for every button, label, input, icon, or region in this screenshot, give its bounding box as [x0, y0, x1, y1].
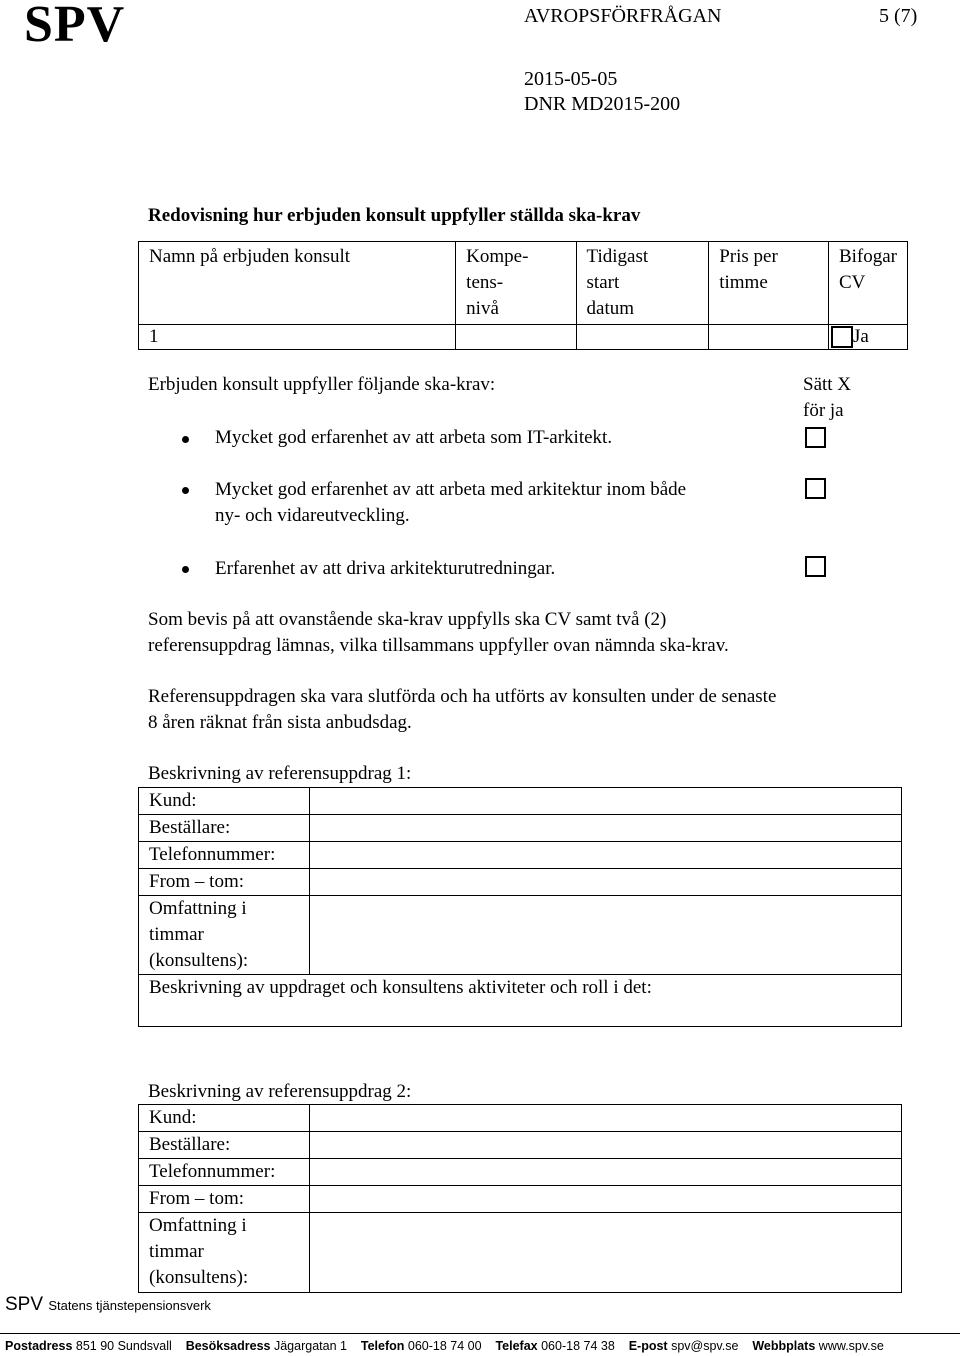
- footer-telefax: 060-18 74 38: [541, 1339, 615, 1353]
- section-title: Redovisning hur erbjuden konsult uppfyller ställda ska-krav: [148, 205, 641, 226]
- footer-webb-label: Webbplats: [752, 1339, 816, 1353]
- label-kund: Kund:: [139, 788, 310, 815]
- input-omfattning[interactable]: [310, 1213, 902, 1293]
- requirement-2-line2: ny- och vidareutveckling.: [215, 505, 410, 526]
- bullet-icon: [182, 436, 189, 443]
- paragraph-2-line1: Referensuppdragen ska vara slutförda och ha utförts av konsulten under de senaste: [148, 686, 777, 707]
- input-from-tom[interactable]: [310, 1186, 902, 1213]
- reference-1-heading: Beskrivning av referensuppdrag 1:: [148, 763, 412, 784]
- requirement-1-checkbox[interactable]: [805, 427, 826, 448]
- footer-postadress-label: Postadress: [5, 1339, 73, 1353]
- footer-epost-link[interactable]: spv@spv.se: [671, 1339, 739, 1353]
- document-date: 2015-05-05: [524, 68, 618, 90]
- row-number: 1: [139, 325, 456, 350]
- footer-org: [5, 1294, 211, 1316]
- page-number: 5 (7): [879, 5, 918, 27]
- footer-org-name: Statens tjänstepensionsverk: [48, 1298, 211, 1313]
- paragraph-1-line2: referensuppdrag lämnas, vilka tillsammans uppfyller ovan nämnda ska-krav.: [148, 635, 729, 656]
- document-dnr: DNR MD2015-200: [524, 93, 681, 115]
- requirement-3-checkbox[interactable]: [805, 556, 826, 577]
- label-kund: Kund:: [139, 1105, 310, 1132]
- input-from-tom[interactable]: [310, 869, 902, 896]
- label-omfattning: Omfattning i timmar (konsultens):: [139, 896, 310, 975]
- col-attach-cv: Bifogar CV: [828, 242, 907, 325]
- requirement-3: Erfarenhet av att driva arkitekturutredningar.: [215, 558, 556, 579]
- label-from-tom: From – tom:: [139, 869, 310, 896]
- footer-telefax-label: Telefax: [495, 1339, 538, 1353]
- bullet-icon: [182, 487, 189, 494]
- spv-logo: SPV: [24, 0, 126, 53]
- input-omfattning[interactable]: [310, 896, 902, 975]
- footer-besok-label: Besöksadress: [185, 1339, 271, 1353]
- footer-besok: Jägargatan 1: [273, 1339, 347, 1353]
- consultant-table: [138, 241, 908, 350]
- footer-epost-label: E-post: [628, 1339, 668, 1353]
- bullet-icon: [182, 566, 189, 573]
- description-label: Beskrivning av uppdraget och konsultens aktiviteter och roll i det:: [149, 977, 652, 998]
- label-telefon: Telefonnummer:: [139, 1159, 310, 1186]
- cv-checkbox[interactable]: [831, 326, 853, 348]
- footer-spv-logo: SPV: [5, 1294, 44, 1315]
- input-bestallare[interactable]: [310, 815, 902, 842]
- col-earliest-start: Tidigast start datum: [576, 242, 709, 325]
- footer-webb-link[interactable]: www.spv.se: [818, 1339, 884, 1353]
- cell-price-per-hour[interactable]: [709, 325, 829, 350]
- cell-competence-level[interactable]: [456, 325, 576, 350]
- requirements-intro: Erbjuden konsult uppfyller följande ska-krav:: [148, 374, 496, 395]
- mark-label-line2: för ja: [803, 400, 844, 421]
- requirement-2-checkbox[interactable]: [805, 478, 826, 499]
- input-telefon[interactable]: [310, 842, 902, 869]
- input-kund[interactable]: [310, 788, 902, 815]
- label-from-tom: From – tom:: [139, 1186, 310, 1213]
- reference-2-heading: Beskrivning av referensuppdrag 2:: [148, 1081, 412, 1102]
- footer-telefon: 060-18 74 00: [407, 1339, 482, 1353]
- label-bestallare: Beställare:: [139, 815, 310, 842]
- footer-divider: [0, 1333, 960, 1334]
- label-omfattning: Omfattning i timmar (konsultens):: [139, 1213, 310, 1293]
- input-bestallare[interactable]: [310, 1132, 902, 1159]
- cv-option-label: Ja: [852, 326, 869, 347]
- input-kund[interactable]: [310, 1105, 902, 1132]
- col-competence-level: Kompe- tens- nivå: [456, 242, 576, 325]
- footer-telefon-label: Telefon: [360, 1339, 405, 1353]
- mark-label-line1: Sätt X: [803, 374, 852, 395]
- reference-1-table: [138, 787, 902, 1027]
- col-consultant-name: Namn på erbjuden konsult: [139, 242, 456, 325]
- label-telefon: Telefonnummer:: [139, 842, 310, 869]
- footer-postadress: 851 90 Sundsvall: [75, 1339, 172, 1353]
- paragraph-1-line1: Som bevis på att ovanstående ska-krav uppfylls ska CV samt två (2): [148, 609, 667, 630]
- description-field[interactable]: [139, 975, 902, 1027]
- label-bestallare: Beställare:: [139, 1132, 310, 1159]
- document-type: AVROPSFÖRFRÅGAN: [524, 5, 722, 27]
- requirement-2-line1: Mycket god erfarenhet av att arbeta med arkitektur inom både: [215, 479, 687, 500]
- cell-earliest-start[interactable]: [576, 325, 709, 350]
- requirement-1: Mycket god erfarenhet av att arbeta som IT-arkitekt.: [215, 427, 613, 448]
- paragraph-2-line2: 8 åren räknat från sista anbudsdag.: [148, 712, 412, 733]
- cell-attach-cv: [828, 325, 907, 350]
- footer-contact: [5, 1339, 884, 1353]
- input-telefon[interactable]: [310, 1159, 902, 1186]
- reference-2-table: [138, 1104, 902, 1293]
- col-price-per-hour: Pris per timme: [709, 242, 829, 325]
